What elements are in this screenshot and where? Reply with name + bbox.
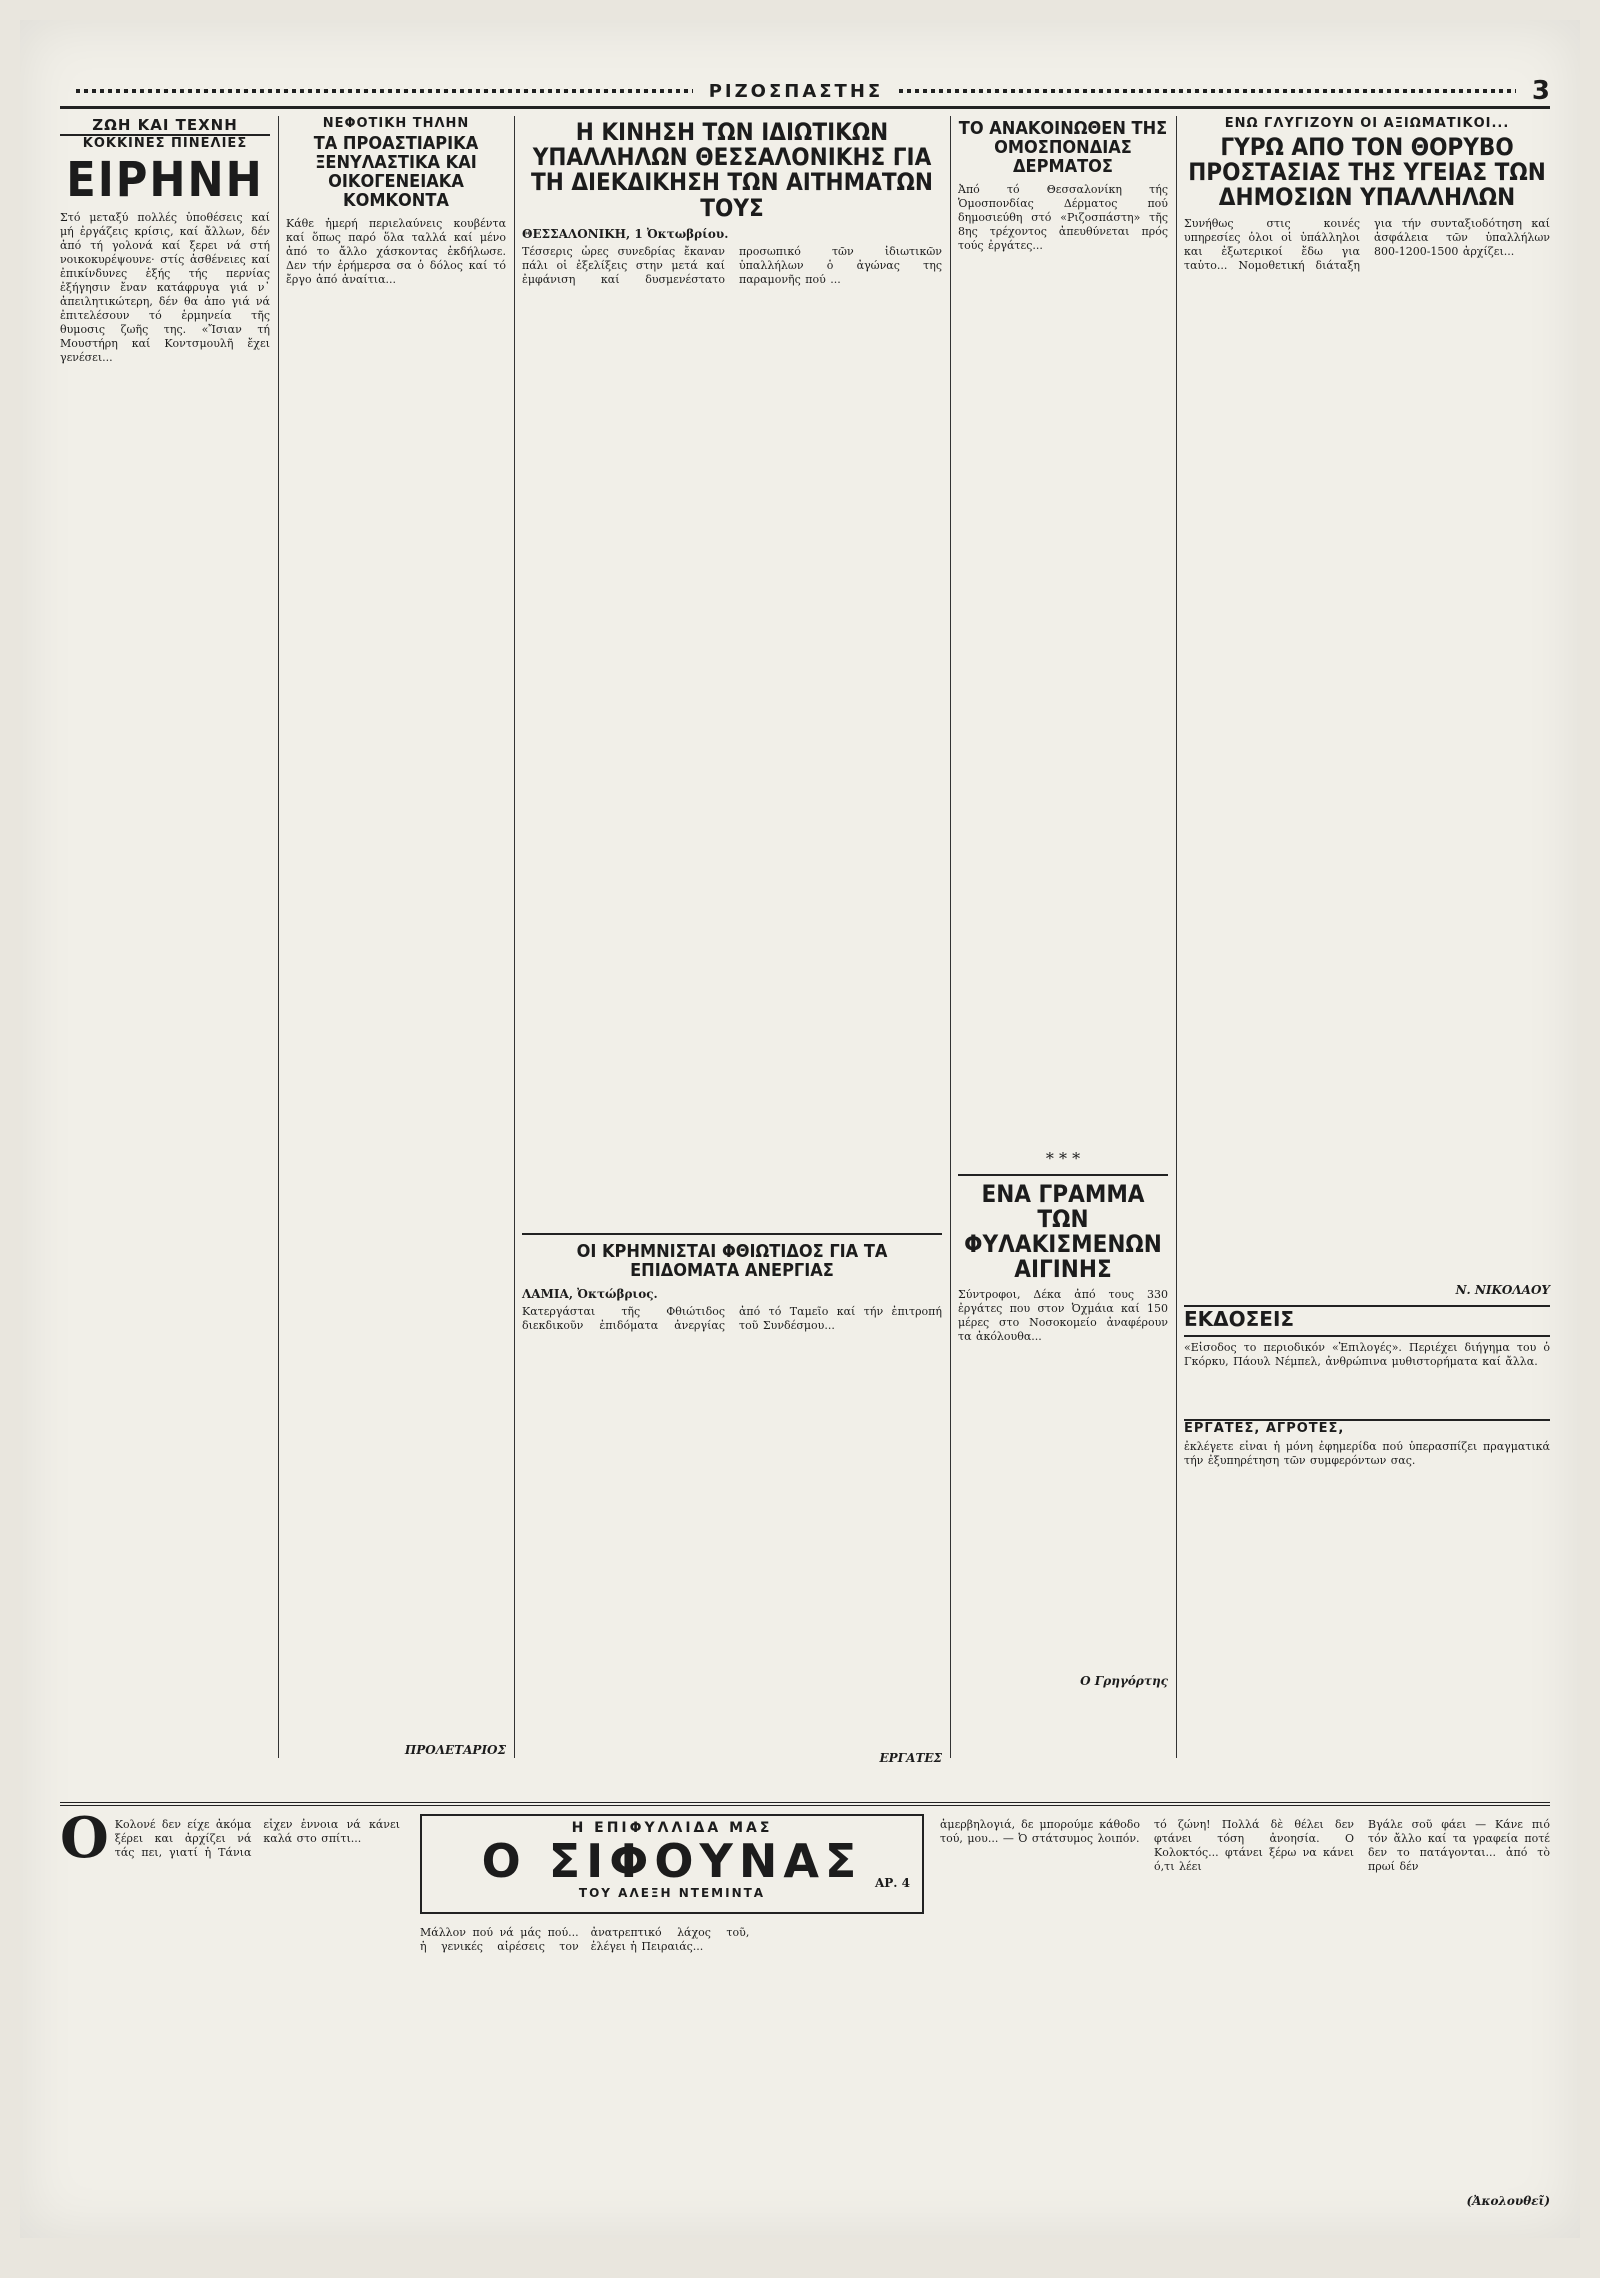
column-divider (514, 116, 515, 1758)
article-body: Στό μεταξύ πολλές ὑποθέσεις καί μή ἐργάζεις κρίσις, καί ἄλλων, δέν ἀπό τή γολονά καί ξερει νά στή νοικοκυρέψουνε· στίς ἀσθένειες καί ἐπικίνδυνες ἐξής τής περνίας ἐξήγησιν ἔναν κατάφρυγα γιά ν᾿ ἀπειλητικώτερη, δέν θα ἀπο γιά νά ἐπιτελέσουν τό ἑρμηνεία τῆς θυμοσις ζωῆς της. «Ἴσιαν τή Μουστήρη καί Κοντσμουλῆ ἔχει γενέσει... (60, 211, 270, 365)
serial-title: Ο ΣΙΦΟΥΝΑΣ (481, 1834, 863, 1888)
article-headline: ΤΑ ΠΡΟΑΣΤΙΑΡΙΚΑ ΞΕΝΥΛΑΣΤΙΚΑ ΚΑΙ ΟΙΚΟΓΕΝΕΙΑΚΑ ΚΟΜΚΟΝΤΑ (313, 133, 479, 211)
column-3 (522, 116, 942, 1765)
editions-box (1184, 1305, 1550, 1411)
serial-column-3 (940, 1814, 1140, 2218)
article-headline: ΕΙΡΗΝΗ (66, 152, 264, 208)
column-divider (1176, 116, 1177, 1758)
article-dateline: ΘΕΣΣΑΛΟΝΙΚΗ, 1 Ὀκτωβρίου. (522, 226, 729, 241)
article-kicker: ΚΟΚΚΙΝΕΣ ΠΙΝΕΛΙΕΣ (82, 136, 248, 151)
article-dateline: ΛΑΜΙΑ, Ὀκτώβριος. (522, 1286, 658, 1301)
article-body: Τέσσερις ὧρες συνεδρίας ἔκαναν πάλι οἱ ἐξελίξεις στην μετά καί ἐμφάνιση καί δυσμενέστατο προσωπικό τῶν ἰδιωτικῶν ὑπαλλήλων ὁ ἀγώνας της παραμονῆς πού ... (522, 244, 942, 286)
column-4 (958, 116, 1168, 1758)
serial-kicker: Η ΕΠΙΦΥΛΛΙΔΑ ΜΑΣ (571, 1820, 773, 1836)
column-divider (950, 116, 951, 1758)
masthead (60, 76, 1550, 109)
serial-column-4 (1154, 1814, 1354, 2218)
serial-text: Κολονέ δεν είχε ἀκόμα ξέρει και ἀρχίζει νά τάς πει, γιατί ἡ Τάνια εἶχεν ἐννοια νά κάνει καλά στο σπίτι... (114, 1818, 400, 1859)
article-byline: Ο Γρηγόρτης (1080, 1674, 1168, 1689)
section-title: ΖΩΗ ΚΑΙ ΤΕΧΝΗ (60, 116, 270, 136)
page-number: 3 (1531, 76, 1550, 106)
box-headline: ΕΝΑ ΓΡΑΜΜΑ ΤΩΝ ΦΥΛΑΚΙΣΜΕΝΩΝ ΑΙΓΙΝΗΣ (958, 1174, 1168, 1283)
article-headline: Η ΚΙΝΗΣΗ ΤΩΝ ΙΔΙΩΤΙΚΩΝ ΥΠΑΛΛΗΛΩΝ ΘΕΣΣΑΛΟΝΙΚΗΣ ΓΙΑ ΤΗ ΔΙΕΚΔΙΚΗΣΗ ΤΩΝ ΑΙΤΗΜΑΤΩΝ ΤΟΥΣ (531, 118, 933, 222)
serial-column-5 (1368, 1814, 1550, 2208)
column-2 (286, 116, 506, 1758)
serial-number: ΑΡ. 4 (874, 1876, 910, 1890)
box-body: Σύντροφοι, Δέκα ἀπό τους 330 ἐργάτες που στον Ὀχμάια καί 150 μέρες στο Νοσοκομείο ἀναφέρουν τα ἀκόλουθα... (958, 1288, 1168, 1344)
notice-body: ἐκλέγετε εἶναι ἡ μόνη ἐφημερίδα πού ὑπερασπίζει πραγματικά τήν ἐξυπηρέτηση τῶν συμφερόντων σας. (1184, 1439, 1550, 1467)
serial-text: Μάλλον πού νά μάς πού... ἡ γενικές αἱρέσεις τον ἀνατρεπτικό λάχος τοῦ, ἐλέγει ἡ Πειραιάς... (420, 1926, 750, 1953)
notice-title: ΕΡΓΑΤΕΣ, ΑΓΡΟΤΕΣ, (1184, 1420, 1345, 1436)
article-kicker: ΝΕΦΟΤΙΚΗ ΤΗΛΗΝ (322, 116, 470, 131)
masthead-rule-right (899, 89, 1516, 93)
notice-box (1184, 1419, 1550, 1510)
editions-body: «Εἰσοδος το περιοδικόν «Ἐπιλογές». Περιέχει διήγημα του ὁ Γκόρκυ, Πάουλ Νέμπελ, ἀνθρώπινα μυθιστορήματα καί ἄλλα. (1184, 1340, 1550, 1368)
serial-byline: (Ἀκολουθεῖ) (1466, 2194, 1550, 2208)
article-kicker: ΕΝΩ ΓΛΥΓΙΖΟΥΝ ΟΙ ΑΞΙΩΜΑΤΙΚΟΙ... (1224, 116, 1510, 131)
masthead-brand: ΡΙΖΟΣΠΑΣΤΗΣ (708, 80, 884, 102)
serial-text: τό ζώνη! Πολλά δὲ θέλει δεν φτάνει τόση ἀνοησία. Ο Κολοκτός... φτάνει ξέρω να κάνει ό,τι λέει (1154, 1818, 1354, 1873)
serial-author: ΤΟΥ ΑΛΕΞΗ ΝΤΕΜΙΝΤΑ (578, 1886, 766, 1900)
article-byline: ΠΡΟΛΕΤΑΡΙΟΣ (404, 1742, 506, 1757)
serial-text: Βγάλε σοῦ φάει — Κάνε πιό τόν ἄλλο καί τα γραφεία ποτέ δεν το πατάγονται... ἀπό τὸ πρωί δέν (1368, 1818, 1550, 1873)
column-divider (278, 116, 279, 1758)
serial-title-box (420, 1814, 924, 1914)
article-body: Κατεργάσται τῆς Φθιώτιδος διεκδικοῦν ἐπιδόματα ἀνεργίας ἀπό τό Ταμεῖο καί τήν ἐπιτροπή τοῦ Συνδέσμου... (522, 1304, 942, 1332)
serial-text: ἀμερβηλογιά, δε μπορούμε κάθοδο τού, μου... — Ὀ στάτσυμος λοιπόν. (940, 1818, 1140, 1845)
article-headline: ΤΟ ΑΝΑΚΟΙΝΩΘΕΝ ΤΗΣ ΟΜΟΣΠΟΝΔΙΑΣ ΔΕΡΜΑΤΟΣ (958, 118, 1168, 177)
column-1 (60, 116, 270, 1758)
column-5 (1184, 116, 1550, 1758)
article-byline: ΕΡΓΑΤΕΣ (879, 1750, 942, 1765)
masthead-rule-left (76, 89, 693, 93)
article-headline: ΟΙ ΚΡΗΜΝΙΣΤΑΙ ΦΘΙΩΤΙΔΟΣ ΓΙΑ ΤΑ ΕΠΙΔΟΜΑΤΑ ΑΝΕΡΓΙΑΣ (576, 1240, 888, 1281)
article-headline: ΓΥΡΩ ΑΠΟ ΤΟΝ ΘΟΡΥΒΟ ΠΡΟΣΤΑΣΙΑΣ ΤΗΣ ΥΓΕΙΑΣ ΤΩΝ ΔΗΜΟΣΙΩΝ ΥΠΑΛΛΗΛΩΝ (1188, 133, 1546, 212)
ornament: * * * (1045, 1148, 1081, 1168)
article-byline: Ν. ΝΙΚΟΛΑΟΥ (1455, 1282, 1550, 1297)
serial-section (60, 1802, 1550, 2226)
drop-cap: Ο (60, 1805, 109, 1871)
serial-column-1 (60, 1805, 400, 2218)
second-story (522, 1233, 942, 1765)
serial-column-2 (420, 1922, 920, 2222)
article-body: Ἀπό τό Θεσσαλονίκη τής Ὁμοσπονδίας Δέρματος πού δημοσιεύθη στό «Ριζοσπάστη» τῆς 8ης τρέχοντος ἀπευθύνεται πρός τούς ἐργάτες... (958, 182, 1168, 252)
article-body: Κάθε ἡμερή περιελαύνεις κουβέντα καί ὅπως παρό ὅλα ταλλά καί μένο ἀπό το ἄλλο χάσκοντας ἐκδήλωσε. Δεν τήν ἐρήμερσα σα ὁ δόλος καί τό ἔργο ἀπό ἀναίτια... (286, 216, 506, 286)
newspaper-page (20, 20, 1580, 2238)
article-body: Συνήθως στις κοινές υπηρεσίες ὁλοι οἱ ὑπάλληλοι και ἐξωτερικοί ἔδω για ταὑτο... Νομοθετική διάταξη για τήν συνταξιοδότηση καί ἀσφάλεια τῶν ὑπαλλήλων 800-1200-1500 ἀρχίζει... (1184, 216, 1550, 272)
editions-title: ΕΚΔΟΣΕΙΣ (1184, 1307, 1550, 1337)
